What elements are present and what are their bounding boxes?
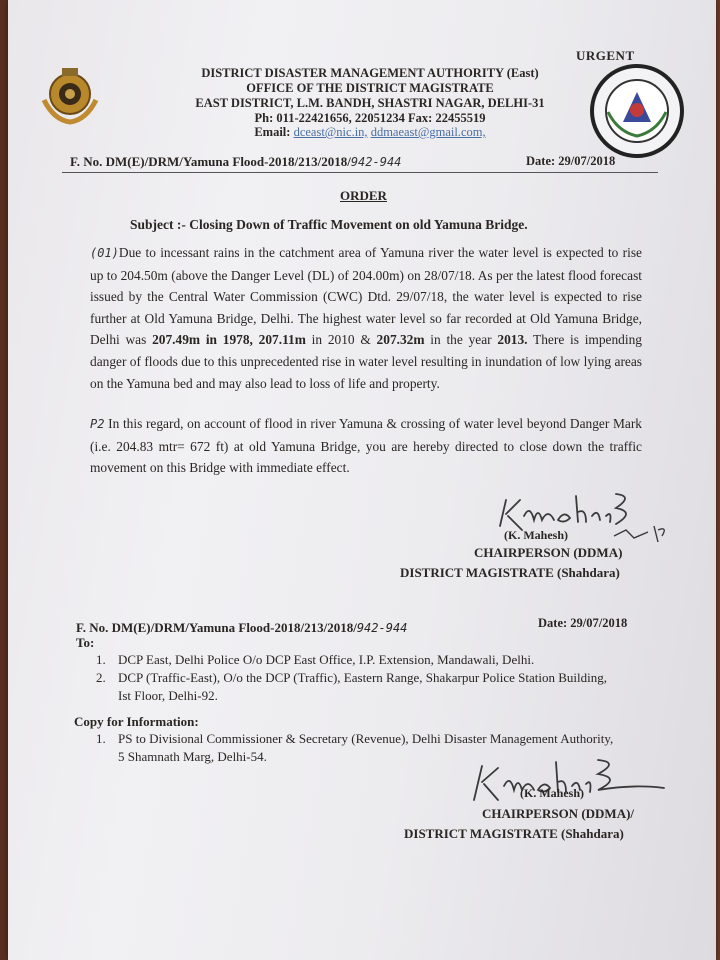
list-item: 1. PS to Divisional Commissioner & Secretary (Revenue), Delhi Disaster Management Authority, 5 Shamnath Marg, Delhi-54.	[96, 731, 614, 764]
email-link-ddmaeast[interactable]: ddmaeast@gmail.com,	[370, 125, 486, 139]
paragraph-1: (01)Due to incessant rains in the catchment area of Yamuna river the water level is expected to rise up to 204.50m (above the Danger Level (DL) of 204.00m) on 28/07/18. As per the latest flood forecast issued by the Central Water Commission (CWC) Dtd. 29/07/18, the water level is expected to rise further at Old Yamuna Bridge, Delhi. The highest water level so far recorded at Old Yamuna Bridge, Delhi was 207.49m in 1978, 207.11m in 2010 & 207.32m in the year 2013. There is impending danger of floods due to this unprecedented rise in water level resulting in inundation of low lying areas on the Yamuna bed and may also lead to loss of life and property.	[90, 245, 642, 391]
to-list	[96, 651, 616, 705]
designation-chairperson-2: CHAIRPERSON (DDMA)/	[482, 806, 635, 821]
header-divider	[62, 172, 658, 173]
paragraph-1-marker: (01)	[90, 246, 119, 260]
email-label: Email:	[254, 125, 291, 139]
file-number-2-handwritten: 942-944	[356, 621, 408, 635]
signer-name-2: (K. Mahesh)	[520, 786, 584, 800]
urgent-label: URGENT	[576, 48, 635, 63]
file-number: F. No. DM(E)/DRM/Yamuna Flood-2018/213/2018/942-944	[70, 154, 402, 169]
list-item: 1. DCP East, Delhi Police O/o DCP East Office, I.P. Extension, Mandawali, Delhi.	[96, 652, 535, 667]
paragraph-2-marker: P2	[90, 417, 105, 431]
file-number-2: F. No. DM(E)/DRM/Yamuna Flood-2018/213/2018/942-944	[76, 620, 408, 635]
email-line	[120, 125, 620, 140]
designation-chairperson-1: CHAIRPERSON (DDMA)	[474, 545, 623, 560]
emblem-logo	[34, 60, 106, 130]
phone-fax: Ph: 011-22421656, 22051234 Fax: 22455519	[254, 111, 486, 125]
office-address: EAST DISTRICT, L.M. BANDH, SHASTRI NAGAR, DELHI-31	[195, 96, 545, 110]
order-date: Date: 29/07/2018	[526, 154, 616, 168]
order-title: ORDER	[340, 188, 387, 203]
signer-name-1: (K. Mahesh)	[504, 528, 568, 542]
office-name: OFFICE OF THE DISTRICT MAGISTRATE	[246, 81, 494, 95]
list-item: 2. DCP (Traffic-East), O/o the DCP (Traffic), Eastern Range, Shakarpur Police Station Building, Ist Floor, Delhi-92.	[96, 670, 608, 703]
email-link-dceast[interactable]: dceast@nic.in,	[293, 125, 368, 139]
order-subject: Subject :- Closing Down of Traffic Movement on old Yamuna Bridge.	[130, 217, 528, 232]
to-label: To:	[76, 635, 95, 650]
signature-2	[464, 754, 674, 810]
distribution-date: Date: 29/07/2018	[538, 616, 628, 630]
file-number-handwritten: 942-944	[350, 155, 402, 169]
paragraph-2: P2 In this regard, on account of flood in river Yamuna & crossing of water level beyond Danger Mark (i.e. 204.83 mtr= 672 ft) at old Yamuna Bridge, you are hereby directed to close down the traffic movement on this Bridge with immediate effect.	[90, 416, 642, 476]
authority-name: DISTRICT DISASTER MANAGEMENT AUTHORITY (East)	[201, 66, 539, 80]
designation-dm-1: DISTRICT MAGISTRATE (Shahdara)	[400, 565, 620, 580]
copy-label: Copy for Information:	[74, 714, 199, 729]
designation-dm-2: DISTRICT MAGISTRATE (Shahdara)	[404, 826, 624, 841]
